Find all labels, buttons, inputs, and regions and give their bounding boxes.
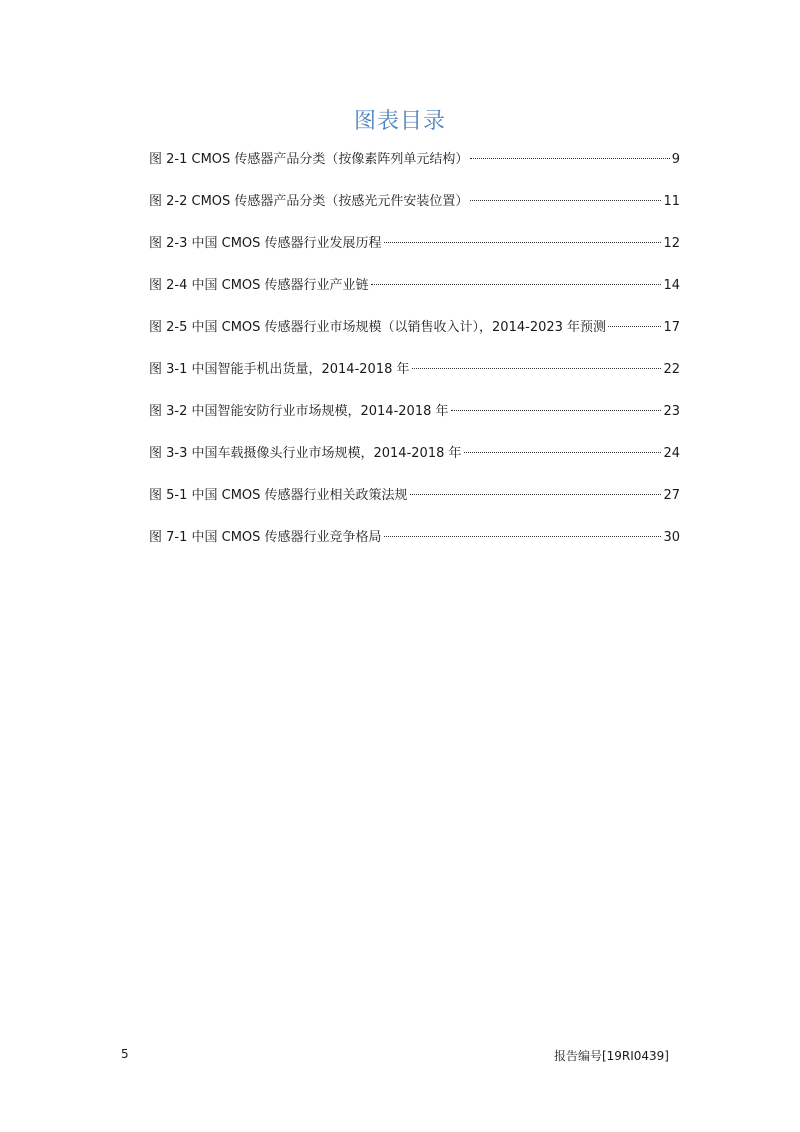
toc-entry-page: 23 xyxy=(663,404,680,419)
toc-entry-page: 14 xyxy=(663,278,680,293)
toc-entry[interactable] xyxy=(149,318,680,360)
footer-report-id: 报告编号[19RI0439] xyxy=(553,1049,669,1063)
toc-entry-page: 30 xyxy=(663,530,680,545)
table-of-figures xyxy=(149,150,680,570)
toc-entry[interactable] xyxy=(149,234,680,276)
toc-dot-leader xyxy=(384,536,662,537)
toc-entry[interactable] xyxy=(149,402,680,444)
toc-entry-label: 图 2-5 中国 CMOS 传感器行业市场规模（以销售收入计），2014-2023 年预测 xyxy=(149,320,607,335)
toc-entry-label: 图 2-2 CMOS 传感器产品分类（按感光元件安装位置） xyxy=(149,194,469,209)
toc-dot-leader xyxy=(464,452,662,453)
toc-dot-leader xyxy=(470,158,669,159)
toc-entry[interactable] xyxy=(149,360,680,402)
toc-dot-leader xyxy=(470,200,661,201)
toc-entry-label: 图 2-4 中国 CMOS 传感器行业产业链 xyxy=(149,278,369,293)
toc-entry-page: 11 xyxy=(663,194,680,209)
toc-dot-leader xyxy=(384,242,662,243)
toc-entry-page: 24 xyxy=(663,446,680,461)
toc-entry-page: 17 xyxy=(663,320,680,335)
toc-entry[interactable] xyxy=(149,528,680,570)
toc-dot-leader xyxy=(371,284,662,285)
toc-entry-page: 22 xyxy=(663,362,680,377)
toc-entry-label: 图 3-1 中国智能手机出货量，2014-2018 年 xyxy=(149,362,410,377)
toc-entry-page: 12 xyxy=(663,236,680,251)
toc-entry-label: 图 2-1 CMOS 传感器产品分类（按像素阵列单元结构） xyxy=(149,152,469,167)
toc-entry[interactable] xyxy=(149,150,680,192)
toc-entry[interactable] xyxy=(149,276,680,318)
toc-dot-leader xyxy=(451,410,662,411)
footer-page-number: 5 xyxy=(121,1047,129,1061)
toc-entry-label: 图 3-2 中国智能安防行业市场规模，2014-2018 年 xyxy=(149,404,449,419)
toc-dot-leader xyxy=(410,494,662,495)
toc-entry[interactable] xyxy=(149,444,680,486)
toc-dot-leader xyxy=(608,326,661,327)
toc-dot-leader xyxy=(412,368,662,369)
page-title: 图表目录 xyxy=(353,109,446,134)
toc-entry[interactable] xyxy=(149,486,680,528)
toc-entry-label: 图 5-1 中国 CMOS 传感器行业相关政策法规 xyxy=(149,488,408,503)
toc-entry-page: 27 xyxy=(663,488,680,503)
toc-entry-label: 图 3-3 中国车载摄像头行业市场规模，2014-2018 年 xyxy=(149,446,462,461)
toc-entry[interactable] xyxy=(149,192,680,234)
toc-entry-label: 图 7-1 中国 CMOS 传感器行业竞争格局 xyxy=(149,530,382,545)
toc-entry-page: 9 xyxy=(671,152,680,167)
toc-entry-label: 图 2-3 中国 CMOS 传感器行业发展历程 xyxy=(149,236,382,251)
